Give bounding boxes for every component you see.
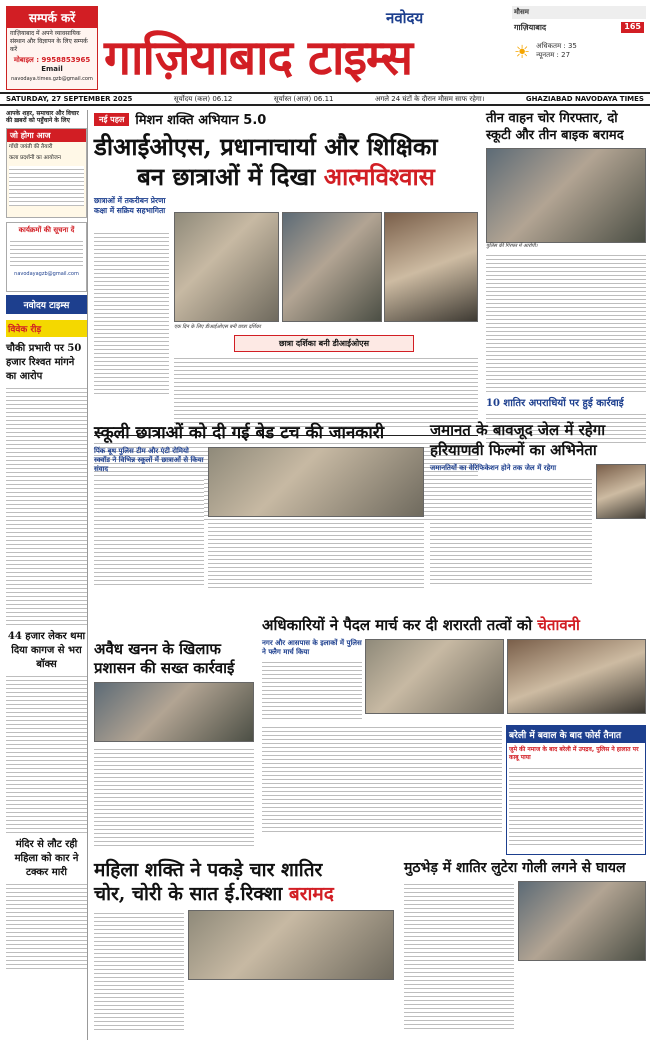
right-top-photo xyxy=(486,148,646,243)
jail-photo xyxy=(596,464,646,519)
contact-phone: मोबाइल : 9958853965 xyxy=(13,56,91,64)
women-headline-2-text: चोर, चोरी के सात ई.रिक्शा xyxy=(94,883,283,905)
right-top-caption: पुलिस की गिरफ्त में आरोपी। xyxy=(486,243,538,249)
section-label: विवेक रीड़ xyxy=(6,320,87,337)
women-headline-1: महिला शक्ति ने पकड़े चार शातिर xyxy=(94,859,323,881)
contact-text: ग़ाज़ियाबाद में अपने व्यावसायिक संस्थान और विज्ञापन के लिए सम्पर्क करें xyxy=(10,30,88,53)
temp-max: अधिकतम : 35 xyxy=(536,42,577,50)
lead-photo-1 xyxy=(174,212,279,322)
jail-story xyxy=(430,420,646,620)
jail-sub: जमानतियों का वेरिफिकेशन होने तक जेल में रहेगा xyxy=(430,464,557,472)
encounter-headline: मुठभेड़ में शातिर लुटेरा गोली लगने से घायल xyxy=(404,860,626,876)
masthead-logo xyxy=(104,8,504,86)
masthead-small-title: नवोदय xyxy=(386,9,424,27)
sun-icon: ☀ xyxy=(514,42,531,63)
right-top-headline: तीन वाहन चोर गिरफ्तार, दो स्कूटी और तीन बाइक बरामद xyxy=(486,111,624,143)
lead-headline-2 xyxy=(94,162,478,192)
march-headline xyxy=(262,615,646,635)
mining-story xyxy=(94,640,254,855)
women-story xyxy=(94,858,394,1038)
march-photo-1 xyxy=(365,639,504,714)
mining-headline: अवैध खनन के खिलाफ प्रशासन की सख्त कार्रवाई xyxy=(94,640,235,677)
school-story xyxy=(94,420,424,600)
school-photo xyxy=(208,447,424,517)
lead-headline-2-text: बन छात्राओं में दिखा xyxy=(137,162,316,191)
march-photo-2 xyxy=(507,639,646,714)
today-box-title: जो होगा आज xyxy=(7,129,86,142)
lead-photo-2 xyxy=(282,212,382,322)
bareilly-lede: जुमे की नमाज के बाद बरेली में उपद्रव, पुलिस ने हालात पर काबू पाया xyxy=(509,746,639,761)
left-notice: आपके शहर, समाचार और विचार की ख़बरों को पहुँचाने के लिए xyxy=(6,110,79,124)
march-headline-text: अधिकारियों ने पैदल मार्च कर दी शरारती तत्वों को xyxy=(262,616,533,634)
bareilly-story xyxy=(506,725,646,855)
lead-bullet-1: छात्राओं में तकरीबन प्रेरणा xyxy=(94,196,166,205)
today-box xyxy=(6,128,87,218)
lead-headline-highlight: आत्मविश्वास xyxy=(323,162,435,191)
issue-date: SATURDAY, 27 SEPTEMBER 2025 xyxy=(6,95,133,103)
news-submit-box xyxy=(6,222,87,292)
encounter-photo xyxy=(518,881,646,961)
weather-title: मौसम xyxy=(512,6,646,19)
lead-photo-caption: एक दिन के लिए डीआईओएस बनी छात्रा दर्शिका xyxy=(174,324,261,330)
mining-photo xyxy=(94,682,254,742)
brand-badge: नवोदय टाइम्स xyxy=(6,295,87,314)
women-photo xyxy=(188,910,394,980)
weather-box xyxy=(512,6,646,78)
today-item-2: कला प्रदर्शनी का आयोजन xyxy=(9,155,61,161)
encounter-story xyxy=(404,858,646,1038)
contact-title: सम्पर्क करें xyxy=(7,7,97,28)
left-story-2-title: 44 हजार लेकर थमा दिया कागज से भरा बॉक्स xyxy=(7,631,86,670)
weather-tagline: अगले 24 घंटों के दौरान मौसम साफ रहेगा। xyxy=(375,94,485,103)
paper-name: GHAZIABAD NAVODAYA TIMES xyxy=(525,95,644,103)
lead-kicker: नई पहल xyxy=(94,113,129,126)
lead-subkicker: मिशन शक्ति अभियान 5.0 xyxy=(135,113,267,128)
march-headline-highlight: चेतावनी xyxy=(537,616,580,634)
weather-city: गाज़ियाबाद xyxy=(514,23,547,32)
left-story-3-title: मंदिर से लौट रही महिला को कार ने टक्कर मारी xyxy=(14,839,79,878)
contact-email: navodaya.times.gzb@gmail.com xyxy=(11,76,93,82)
lead-bullet-2: कक्षा में सक्रिय सहभागिता xyxy=(94,206,166,215)
temp-min: न्यूनतम : 27 xyxy=(536,51,571,59)
left-column xyxy=(6,110,88,1040)
contact-email-label: Email xyxy=(41,65,63,73)
right-top-story2-title: 10 शातिर अपराधियों पर हुई कार्रवाई xyxy=(486,398,624,409)
lead-photo-3 xyxy=(384,212,478,322)
sunrise: सूर्योदय (कल) 06.12 xyxy=(173,94,233,103)
bareilly-headline: बरेली में बवाल के बाद फोर्स तैनात xyxy=(507,726,645,743)
lead-sidebar-title: छात्रा दर्शिका बनी डीआईओएस xyxy=(234,335,414,352)
school-sub: पिंक बूथ पुलिस टीम और एंटी रोमियो स्क्वॉड ने विभिन्न स्कूलों में छात्राओं से किया संवाद xyxy=(94,447,204,473)
lead-headline-1: डीआईओएस, प्रधानाचार्या और शिक्षिका xyxy=(94,132,438,161)
news-submit-title: कार्यक्रमों की सूचना दें xyxy=(18,226,75,234)
left-story-1-title: चौकी प्रभारी पर 50 हजार रिश्वत मांगने का आरोप xyxy=(6,343,82,382)
news-submit-email: navodayagzb@gmail.com xyxy=(14,271,79,277)
contact-box xyxy=(6,6,98,90)
school-headline: स्कूली छात्राओं को दी गई बेड टच की जानकारी xyxy=(94,423,385,443)
right-top-story xyxy=(486,110,646,440)
date-bar xyxy=(0,92,650,106)
today-item-1: गाँधी जयंती की तैयारी xyxy=(9,144,53,150)
masthead-title-text: गाज़ियाबाद टाइम्स xyxy=(104,30,413,86)
jail-headline: जमानत के बावजूद जेल में रहेगा हरियाणवी फिल्मों का अभिनेता xyxy=(430,421,606,459)
women-headline-highlight: बरामद xyxy=(288,883,334,905)
sunset: सूर्यास्त (आज) 06.11 xyxy=(273,94,334,103)
masthead-title xyxy=(104,24,412,89)
women-headline-2 xyxy=(94,882,394,906)
march-sub: नगर और आसपास के इलाकों में पुलिस ने फ्लैग मार्च किया xyxy=(262,639,362,656)
aqi-badge: 165 xyxy=(621,22,644,33)
